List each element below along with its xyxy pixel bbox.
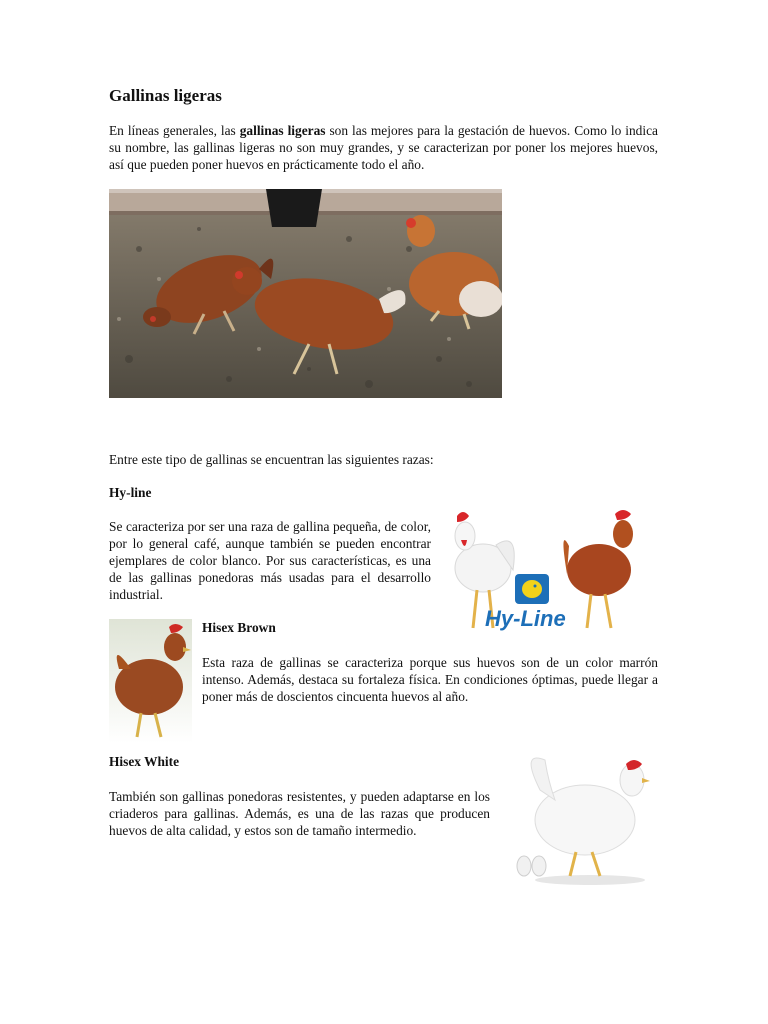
hyline-hens-image [441, 500, 648, 636]
hisex-white-heading: Hisex White [109, 754, 180, 769]
intro-bold-term: gallinas ligeras [239, 123, 326, 138]
hisex-brown-paragraph: Esta raza de gallinas se caracteriza porque sus huevos son de un color marrón intenso. Además, destaca su fortaleza física. En condiciones óptimas, puede llegar a poner más de doscientos cincuenta huevos al año. [202, 655, 658, 704]
hisex-brown-heading: Hisex Brown [202, 620, 276, 635]
hyline-logo-text: Hy-Line [485, 606, 566, 631]
hyline-paragraph: Se caracteriza por ser una raza de gallina pequeña, de color, por lo general café, aunque también se pueden encontrar ejemplares de color blanco. Por sus características, es una de las gallinas ponedoras más usadas para el desarrollo industrial. [109, 519, 431, 602]
intro-text-end: son las mejores para la gestación de huevos. Como lo indica su nombre, las gallinas ligeras no son muy grandes, y se caracterizan por poner los mejores huevos, así que pueden poner huevos en prácticamente todo el año. [109, 123, 658, 172]
page-title: Gallinas ligeras [109, 86, 222, 105]
hisex-white-image [510, 740, 652, 888]
hens-yard-photo [109, 189, 502, 398]
intro-text-start: En líneas generales, las [109, 123, 240, 138]
hisex-brown-image [109, 619, 192, 743]
hisex-white-paragraph: También son gallinas ponedoras resistentes, y pueden adaptarse en los criaderos para gallinas. Además, es una de las razas que producen huevos de alta calidad, y estos son de tamaño intermedio. [109, 789, 490, 838]
intro-paragraph [109, 122, 658, 173]
hyline-heading: Hy-line [109, 485, 152, 500]
races-intro: Entre este tipo de gallinas se encuentran las siguientes razas: [109, 452, 434, 467]
